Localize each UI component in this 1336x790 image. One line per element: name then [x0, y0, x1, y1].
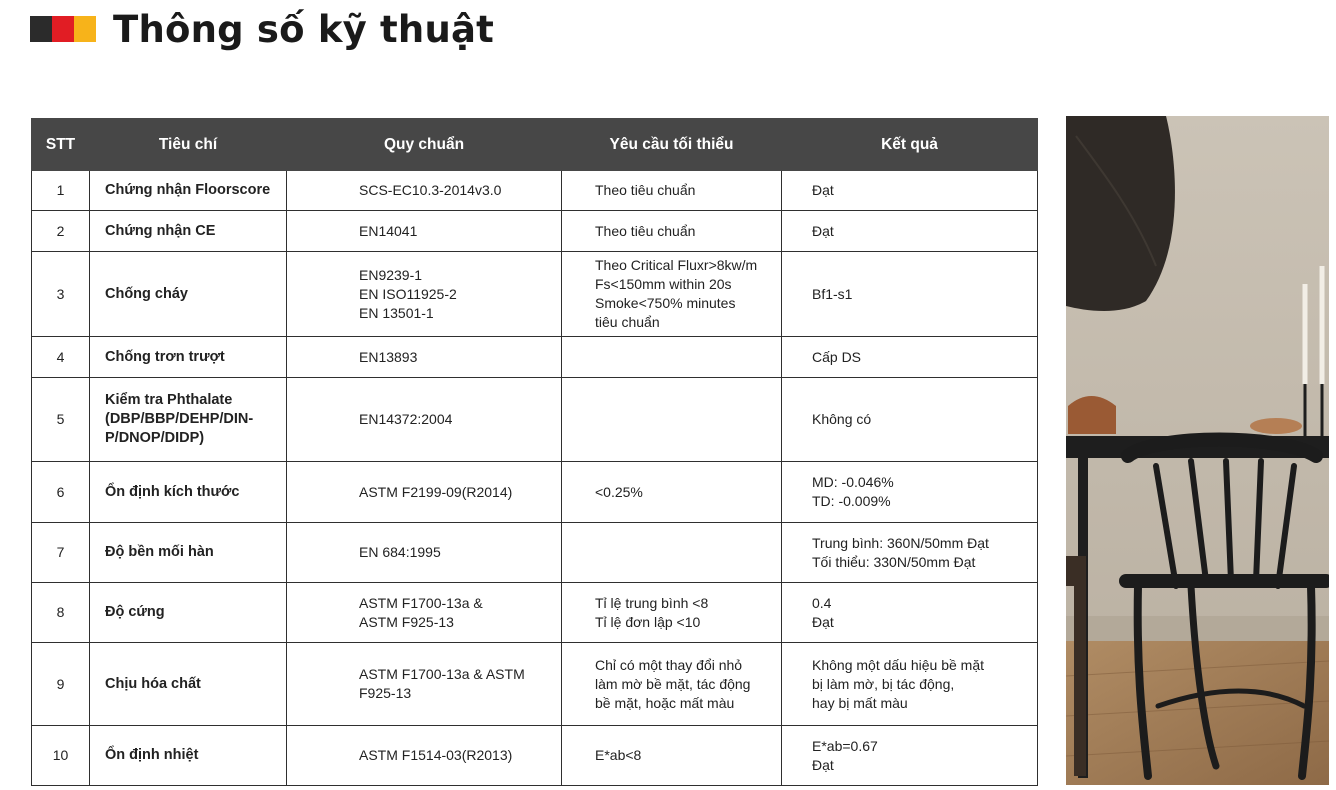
cell-standard: EN 684:1995	[287, 523, 562, 583]
cell-standard: EN14372:2004	[287, 378, 562, 462]
table-row	[32, 211, 1038, 252]
cell-requirement: Chỉ có một thay đổi nhỏ làm mờ bề mặt, tác động bề mặt, hoặc mất màu	[562, 643, 782, 726]
cell-result: Bf1-s1	[782, 252, 1038, 337]
cell-result: 0.4 Đạt	[782, 583, 1038, 643]
teapot	[1068, 396, 1116, 434]
cell-requirement: Theo tiêu chuẩn	[562, 171, 782, 211]
header-standard: Quy chuẩn	[287, 119, 562, 171]
cell-stt: 9	[32, 643, 90, 726]
brand-flag-icon	[30, 16, 96, 42]
spec-table	[31, 118, 1038, 786]
page-heading	[30, 4, 494, 54]
cell-result: Đạt	[782, 171, 1038, 211]
cell-standard: SCS-EC10.3-2014v3.0	[287, 171, 562, 211]
cell-standard: ASTM F2199-09(R2014)	[287, 462, 562, 523]
cell-result: Không có	[782, 378, 1038, 462]
cell-stt: 1	[32, 171, 90, 211]
cell-result: Đạt	[782, 211, 1038, 252]
cell-requirement	[562, 523, 782, 583]
cell-criterion: Chứng nhận Floorscore	[90, 171, 287, 211]
table-row	[32, 252, 1038, 337]
cell-criterion: Chứng nhận CE	[90, 211, 287, 252]
cell-stt: 7	[32, 523, 90, 583]
table-row	[32, 523, 1038, 583]
cell-stt: 5	[32, 378, 90, 462]
cell-criterion: Độ cứng	[90, 583, 287, 643]
cell-requirement: Theo tiêu chuẩn	[562, 211, 782, 252]
cell-stt: 3	[32, 252, 90, 337]
header-result: Kết quả	[782, 119, 1038, 171]
cell-standard: EN9239-1 EN ISO11925-2 EN 13501-1	[287, 252, 562, 337]
dining-room-photo	[1066, 116, 1329, 785]
cell-stt: 10	[32, 726, 90, 786]
cell-criterion: Độ bền mối hàn	[90, 523, 287, 583]
table-row	[32, 378, 1038, 462]
cell-requirement: Theo Critical Fluxr>8kw/m Fs<150mm within 20s Smoke<750% minutes tiêu chuẩn	[562, 252, 782, 337]
cell-stt: 6	[32, 462, 90, 523]
cell-standard: EN13893	[287, 337, 562, 378]
table-row	[32, 462, 1038, 523]
cell-stt: 4	[32, 337, 90, 378]
cell-stt: 2	[32, 211, 90, 252]
cell-criterion: Ổn định kích thước	[90, 462, 287, 523]
cell-standard: ASTM F1514-03(R2013)	[287, 726, 562, 786]
cell-standard: ASTM F1700-13a & ASTM F925-13	[287, 643, 562, 726]
cell-criterion: Ổn định nhiệt	[90, 726, 287, 786]
cell-criterion: Chịu hóa chất	[90, 643, 287, 726]
cell-criterion: Chống cháy	[90, 252, 287, 337]
cell-requirement: E*ab<8	[562, 726, 782, 786]
header-criterion: Tiêu chí	[90, 119, 287, 171]
cell-result: Không một dấu hiệu bề mặt bị làm mờ, bị tác động, hay bị mất màu	[782, 643, 1038, 726]
cell-criterion: Chống trơn trượt	[90, 337, 287, 378]
table-row	[32, 583, 1038, 643]
table-row	[32, 337, 1038, 378]
dining-room-illustration	[1066, 116, 1329, 785]
header-stt: STT	[32, 119, 90, 171]
cell-result: E*ab=0.67 Đạt	[782, 726, 1038, 786]
table-row	[32, 643, 1038, 726]
cell-result: Trung bình: 360N/50mm Đạt Tối thiểu: 330N/50mm Đạt	[782, 523, 1038, 583]
cell-standard: EN14041	[287, 211, 562, 252]
flag-gold-stripe	[74, 16, 96, 42]
cell-standard: ASTM F1700-13a & ASTM F925-13	[287, 583, 562, 643]
cell-result: Cấp DS	[782, 337, 1038, 378]
cell-criterion: Kiểm tra Phthalate (DBP/BBP/DEHP/DIN- P/DNOP/DIDP)	[90, 378, 287, 462]
cell-requirement: Tỉ lệ trung bình <8 Tỉ lệ đơn lập <10	[562, 583, 782, 643]
table-row	[32, 171, 1038, 211]
cell-requirement: <0.25%	[562, 462, 782, 523]
flag-red-stripe	[52, 16, 74, 42]
cell-stt: 8	[32, 583, 90, 643]
cell-requirement	[562, 337, 782, 378]
table-header-row	[32, 119, 1038, 171]
header-requirement: Yêu cầu tối thiểu	[562, 119, 782, 171]
cell-result: MD: -0.046% TD: -0.009%	[782, 462, 1038, 523]
page-title: Thông số kỹ thuật	[113, 7, 495, 51]
cell-requirement	[562, 378, 782, 462]
flag-black-stripe	[30, 16, 52, 42]
table-row	[32, 726, 1038, 786]
